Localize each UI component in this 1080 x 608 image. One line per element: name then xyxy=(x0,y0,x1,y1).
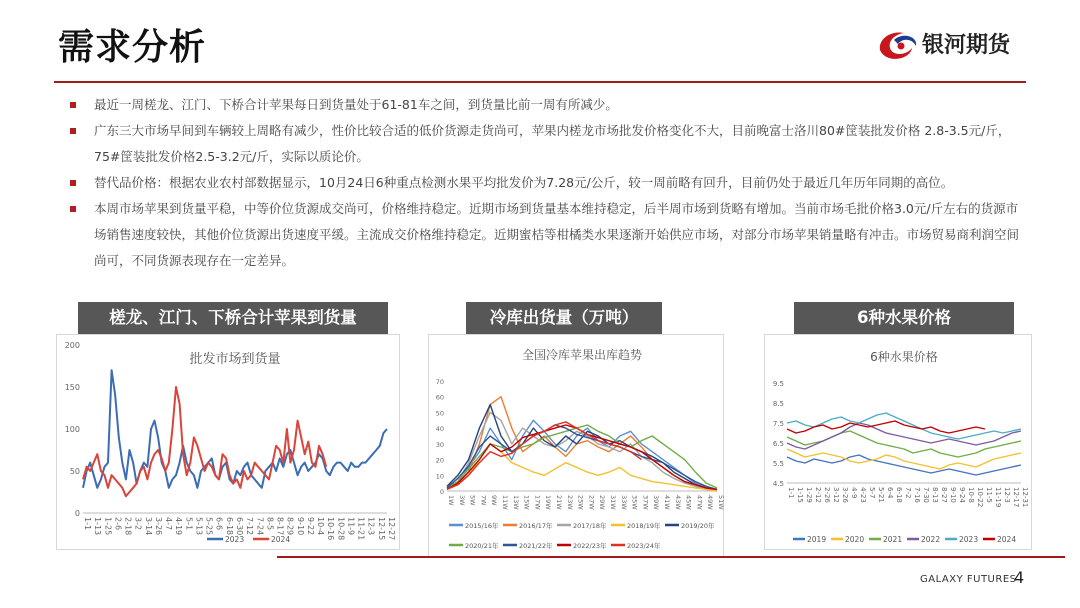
x-tick-label: 2-6 xyxy=(113,517,123,531)
cold-storage-chart xyxy=(429,335,723,557)
y-tick-label: 40 xyxy=(435,425,444,434)
arrivals-chart xyxy=(57,335,399,549)
x-tick-label: 19W xyxy=(544,495,553,510)
legend-label: 2019/20年 xyxy=(681,522,715,530)
x-tick-label: 8-27 xyxy=(940,487,948,503)
x-tick-label: 12-27 xyxy=(387,517,396,541)
x-tick-label: 27W xyxy=(587,495,596,510)
x-tick-label: 51W xyxy=(717,495,725,510)
chart-banner-cold-storage: 冷库出货量（万吨） xyxy=(466,302,662,334)
y-tick-label: 150 xyxy=(64,383,80,392)
x-tick-label: 43W xyxy=(673,495,682,510)
series-line xyxy=(787,455,1021,475)
x-tick-label: 5-7 xyxy=(868,487,876,499)
x-tick-label: 5-21 xyxy=(877,487,885,503)
x-tick-label: 5W xyxy=(468,495,477,506)
legend-label: 2023/24年 xyxy=(627,542,661,550)
y-tick-label: 200 xyxy=(64,341,80,350)
chart-panel-fruit-price xyxy=(764,334,1032,550)
chart-title: 批发市场到货量 xyxy=(189,352,281,367)
y-tick-label: 50 xyxy=(435,409,444,418)
series-line xyxy=(787,449,1021,469)
x-tick-label: 1-1 xyxy=(83,517,92,531)
x-tick-label: 4-9 xyxy=(850,487,858,499)
x-tick-label: 2-12 xyxy=(814,487,822,503)
x-tick-label: 7-12 xyxy=(245,517,255,536)
chart-title: 全国冷库苹果出库趋势 xyxy=(521,348,643,362)
x-tick-label: 35W xyxy=(630,495,639,510)
x-tick-label: 1-25 xyxy=(103,517,113,536)
series-line xyxy=(447,412,717,491)
x-tick-label: 4-19 xyxy=(174,517,184,536)
footer-brand: GALAXY FUTURES xyxy=(920,574,1017,585)
x-tick-label: 11-19 xyxy=(994,487,1002,508)
x-tick-label: 45W xyxy=(684,495,693,510)
bullet-item: 替代品价格：根据农业农村部数据显示，10月24日6种重点检测水果平均批发价为7.28元/公斤，较一周前略有回升，目前仍处于最近几年历年同期的高位。 xyxy=(68,170,1028,196)
header-divider xyxy=(54,81,1026,83)
y-tick-label: 8.5 xyxy=(772,400,784,408)
x-tick-label: 10-4 xyxy=(316,517,326,536)
x-tick-label: 8-5 xyxy=(265,517,275,531)
page-number: 4 xyxy=(1014,568,1025,587)
x-tick-label: 7-2 xyxy=(904,487,912,499)
x-tick-label: 10-16 xyxy=(326,517,336,541)
y-tick-label: 30 xyxy=(435,440,444,449)
x-tick-label: 12-3 xyxy=(1003,487,1011,503)
x-tick-label: 6-18 xyxy=(895,487,903,503)
y-tick-label: 4.5 xyxy=(772,480,784,488)
x-tick-label: 37W xyxy=(641,495,650,510)
x-tick-label: 1-15 xyxy=(796,487,804,503)
x-tick-label: 12-15 xyxy=(376,517,386,541)
x-tick-label: 21W xyxy=(555,495,563,510)
bullet-item: 广东三大市场早间到车辆较上周略有减少，性价比较合适的低价货源走货尚可，苹果内槎龙市场批发价格变化不大，目前晚富士洛川80#筐装批发价格 2.8-3.5元/斤，75#筐装批发价格2.5-3.2元/斤，实际以质论价。 xyxy=(68,118,1028,170)
y-tick-label: 10 xyxy=(435,472,444,481)
footer-divider xyxy=(277,556,1065,558)
x-tick-label: 7-30 xyxy=(922,487,930,503)
x-tick-label: 41W xyxy=(663,495,671,510)
x-tick-label: 17W xyxy=(533,495,542,510)
x-tick-label: 8-29 xyxy=(285,517,295,536)
legend-label: 2018/19年 xyxy=(627,522,661,530)
bullet-list xyxy=(68,92,1028,274)
series-line xyxy=(787,413,1021,439)
x-tick-label: 13W xyxy=(511,495,520,510)
x-tick-label: 11-5 xyxy=(985,487,993,503)
x-tick-label: 5-13 xyxy=(194,517,204,536)
x-tick-label: 3-26 xyxy=(153,517,163,536)
x-tick-label: 1-1 xyxy=(787,487,795,499)
x-tick-label: 4-23 xyxy=(859,487,867,503)
chart-banner-fruit-price: 6种水果价格 xyxy=(794,302,1014,334)
x-tick-label: 1-29 xyxy=(805,487,813,503)
x-tick-label: 8-13 xyxy=(931,487,939,503)
x-tick-label: 47W xyxy=(695,495,704,510)
series-line xyxy=(787,421,985,433)
legend-label: 2022/23年 xyxy=(573,542,607,550)
x-tick-label: 3-2 xyxy=(133,517,143,531)
page-title: 需求分析 xyxy=(58,27,207,68)
x-tick-label: 11-21 xyxy=(356,517,366,541)
x-tick-label: 10-22 xyxy=(976,487,984,508)
legend-label: 2021 xyxy=(883,535,903,544)
legend-label: 2022 xyxy=(921,535,941,544)
x-tick-label: 6-4 xyxy=(886,487,894,499)
x-tick-label: 9W xyxy=(490,495,499,506)
brand-name: 银河期货 xyxy=(922,33,1011,58)
y-tick-label: 7.5 xyxy=(772,420,784,428)
x-tick-label: 11W xyxy=(501,495,509,510)
x-tick-label: 6-6 xyxy=(214,517,224,531)
y-tick-label: 5.5 xyxy=(772,460,784,468)
x-tick-label: 23W xyxy=(565,495,574,510)
x-tick-label: 3-14 xyxy=(143,517,153,536)
series-line xyxy=(83,370,387,488)
x-tick-label: 7-24 xyxy=(255,517,265,536)
bullet-item: 最近一周槎龙、江门、下桥合计苹果每日到货量处于61-81车之间，到货量比前一周有所减少。 xyxy=(68,92,1028,118)
x-tick-label: 6-30 xyxy=(235,517,244,536)
x-tick-label: 3-12 xyxy=(832,487,840,503)
x-tick-label: 15W xyxy=(522,495,531,510)
legend-label: 2016/17年 xyxy=(519,522,553,530)
legend-label: 2023 xyxy=(959,535,979,544)
y-tick-label: 0 xyxy=(439,488,444,496)
x-tick-label: 1W xyxy=(447,495,455,506)
x-tick-label: 10-28 xyxy=(336,517,346,541)
legend-label: 2019 xyxy=(807,535,827,544)
x-tick-label: 9-22 xyxy=(305,517,315,536)
x-tick-label: 49W xyxy=(706,495,715,510)
legend-label: 2020/21年 xyxy=(465,542,499,550)
y-tick-label: 9.5 xyxy=(772,380,784,388)
chart-title: 6种水果价格 xyxy=(870,350,938,364)
y-tick-label: 6.5 xyxy=(772,440,784,448)
legend-label: 2017/18年 xyxy=(573,522,607,530)
y-tick-label: 20 xyxy=(435,456,444,465)
legend-label: 2020 xyxy=(845,535,865,544)
legend-label: 2015/16年 xyxy=(465,522,499,530)
x-tick-label: 9-24 xyxy=(958,487,966,503)
x-tick-label: 6-18 xyxy=(224,517,234,536)
x-tick-label: 1-13 xyxy=(93,517,103,536)
x-tick-label: 39W xyxy=(652,495,661,510)
bullet-item: 本周市场苹果到货量平稳，中等价位货源成交尚可，价格维持稳定。近期市场到货量基本维持稳定，后半周市场到货略有增加。当前市场毛批价格3.0元/斤左右的货源市场销售速度较快，其他价位货源出货速度平缓。主流成交价格维持稳定。近期蜜桔等柑橘类水果逐渐开始供应市场，对部分市场苹果销量略有冲击。市场贸易商利润空间尚可，不同货源表现存在一定差异。 xyxy=(68,196,1028,274)
x-tick-label: 9-10 xyxy=(295,517,305,536)
galaxy-logo-icon xyxy=(876,28,920,64)
legend-label: 2021/22年 xyxy=(519,542,553,550)
x-tick-label: 11-9 xyxy=(346,517,356,536)
x-tick-label: 2-18 xyxy=(123,517,133,536)
series-line xyxy=(787,423,1021,449)
chart-panel-cold-storage xyxy=(428,334,724,558)
fruit-price-chart xyxy=(765,335,1031,549)
x-tick-label: 31W xyxy=(609,495,617,510)
x-tick-label: 2-26 xyxy=(823,487,831,503)
x-tick-label: 3-26 xyxy=(841,487,849,503)
x-tick-label: 12-3 xyxy=(366,517,376,536)
x-tick-label: 29W xyxy=(598,495,607,510)
x-tick-label: 33W xyxy=(619,495,628,510)
y-tick-label: 60 xyxy=(435,393,444,402)
x-tick-label: 5-1 xyxy=(184,517,194,531)
chart-banner-arrivals: 槎龙、江门、下桥合计苹果到货量 xyxy=(78,302,388,334)
series-line xyxy=(447,444,717,491)
x-tick-label: 7W xyxy=(479,495,488,506)
chart-panel-arrivals xyxy=(56,334,400,550)
x-tick-label: 9-10 xyxy=(949,487,957,503)
x-tick-label: 12-31 xyxy=(1021,487,1029,508)
x-tick-label: 10-8 xyxy=(967,487,975,503)
legend-label: 2024 xyxy=(997,535,1017,544)
y-tick-label: 70 xyxy=(435,378,444,386)
x-tick-label: 12-17 xyxy=(1012,487,1020,508)
x-tick-label: 4-7 xyxy=(164,517,174,531)
x-tick-label: 25W xyxy=(576,495,585,510)
x-tick-label: 5-25 xyxy=(204,517,214,536)
x-tick-label: 3W xyxy=(457,495,466,506)
x-tick-label: 8-17 xyxy=(275,517,285,536)
y-tick-label: 100 xyxy=(64,425,80,434)
y-tick-label: 50 xyxy=(69,467,80,476)
x-tick-label: 7-16 xyxy=(913,487,921,503)
y-tick-label: 0 xyxy=(74,509,80,518)
legend-label: 2023 xyxy=(225,535,245,544)
legend-label: 2024 xyxy=(271,535,291,544)
